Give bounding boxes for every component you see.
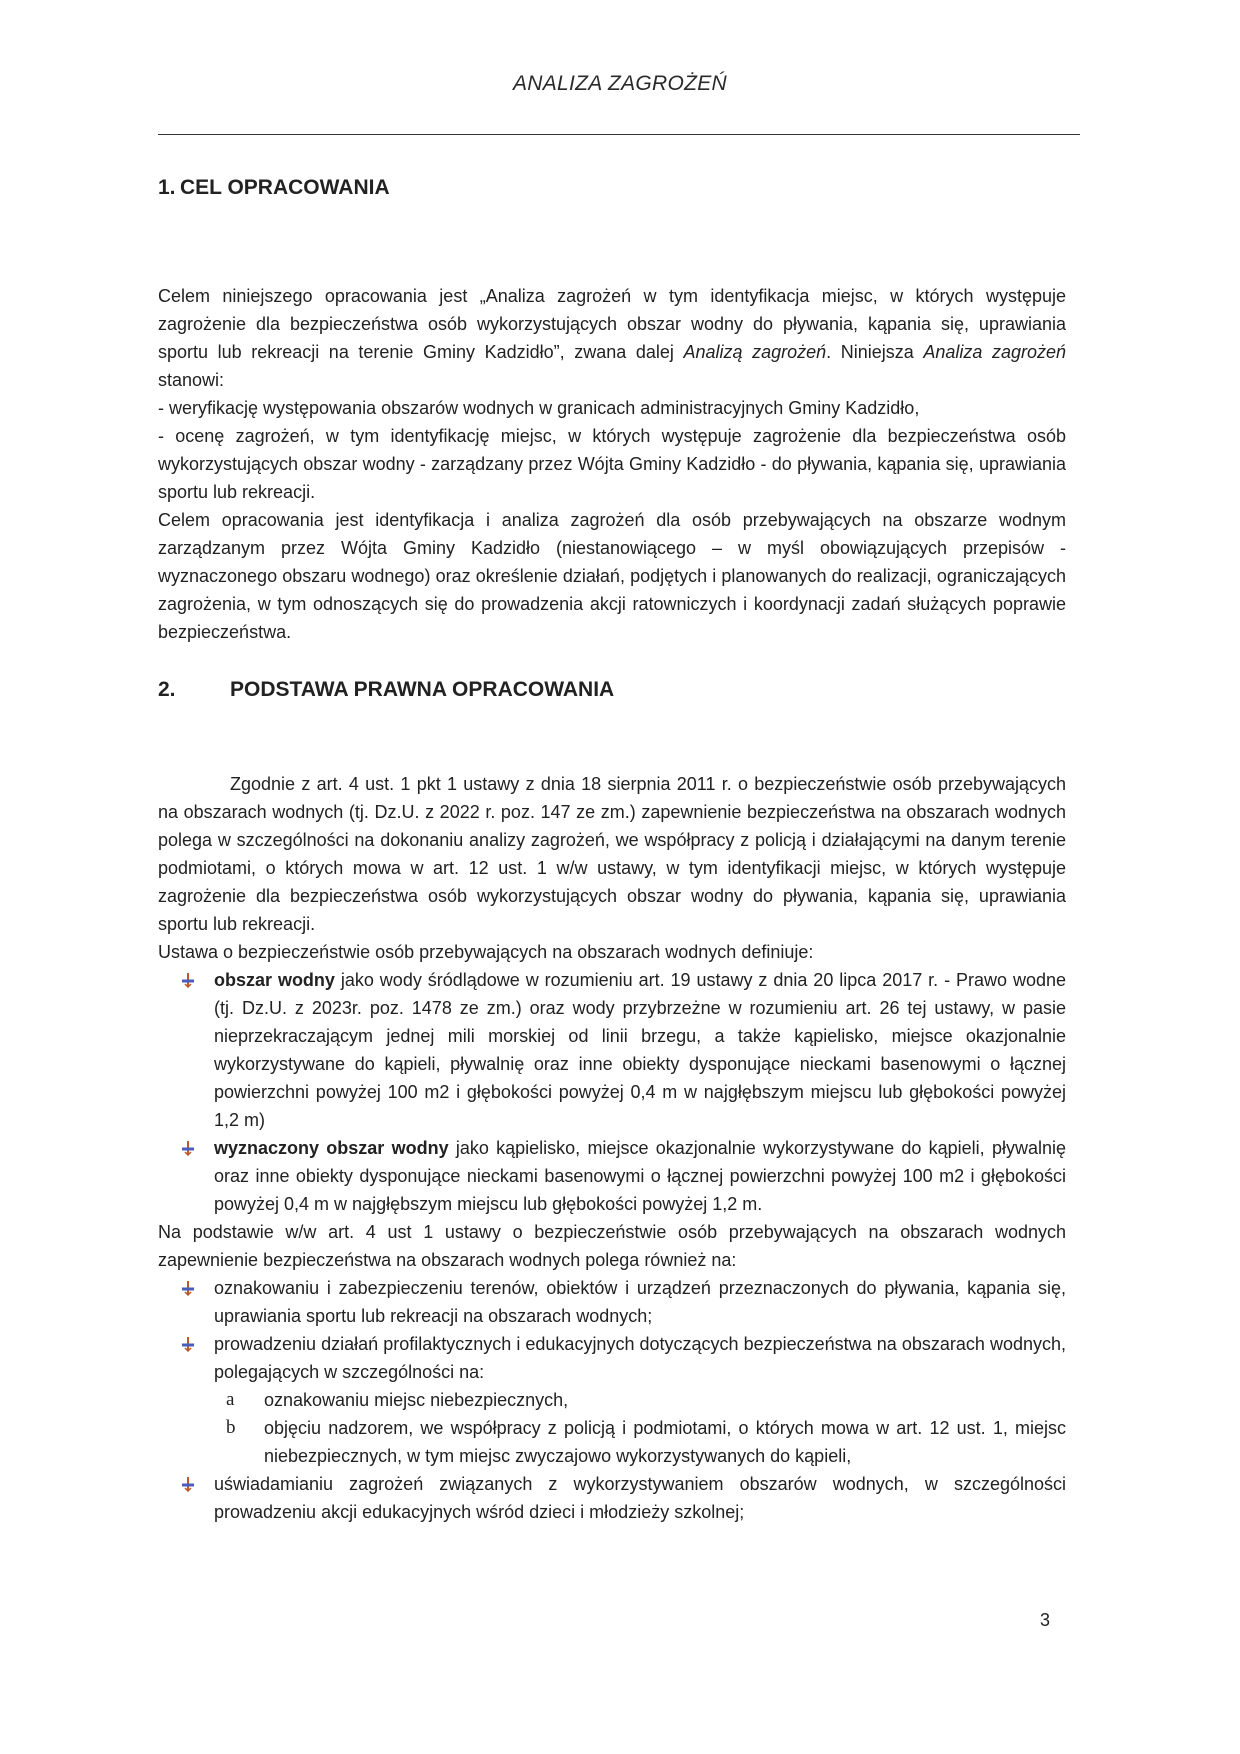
intro-italic: Analizą zagrożeń <box>683 342 827 362</box>
section-1-heading <box>158 174 1066 202</box>
arrow-bullet-icon <box>180 1280 196 1296</box>
definitions-list <box>158 966 1066 1218</box>
dash-item: - ocenę zagrożeń, w tym identyfikację miejsc, w których występuje zagrożenie dla bezpieczeństwa osób wykorzystujących obszar wodny - zarządzany przez Wójta Gminy Kadzidło - do pływania, kąpania się, uprawiania sportu lub rekreacji. <box>158 426 1066 502</box>
intro-italic-2: Analiza zagrożeń <box>923 342 1067 362</box>
duties-list <box>158 1274 1066 1526</box>
definition-term: wyznaczony obszar wodny <box>214 1138 449 1158</box>
arrow-bullet-icon <box>180 972 196 988</box>
definition-item <box>158 1134 1066 1218</box>
intro-text: Celem niniejszego opracowania jest „Analiza zagrożeń w tym identyfikacja miejsc, w których występuje zagrożenie dla bezpieczeństwa osób wykorzystujących obszar wodny do pływania, kąpania się, uprawiania sportu lub rekreacji na terenie Gminy Kadzidło”, zwana dalej <box>158 286 1066 362</box>
section-2-title: PODSTAWA PRAWNA OPRACOWANIA <box>230 678 615 701</box>
section-1-goal: Celem opracowania jest identyfikacja i analiza zagrożeń dla osób przebywających na obszarze wodnym zarządzanym przez Wójta Gminy Kadzidło (niestanowiącego – w myśl obowiązujących przepisów - wyznaczonego obszaru wodnego) oraz określenie działań, podjętych i planowanych do realizacji, ograniczających zagrożenia, w tym odnoszących się do prowadzenia akcji ratowniczych i koordynacji zadań służących poprawie bezpieczeństwa. <box>158 510 1066 642</box>
arrow-bullet-icon <box>180 1476 196 1492</box>
subitem <box>214 1386 1066 1414</box>
section-2-paragraph-1: Zgodnie z art. 4 ust. 1 pkt 1 ustawy z dnia 18 sierpnia 2011 r. o bezpieczeństwie osób przebywających na obszarach wodnych (tj. Dz.U. z 2022 r. poz. 147 ze zm.) zapewnienie bezpieczeństwa na obszarach wodnych polega w szczególności na dokonaniu analizy zagrożeń, we współpracy z policją i działającymi na danym terenie podmiotami, o których mowa w art. 12 ust. 1 w/w ustawy, w tym identyfikacji miejsc, w których występuje zagrożenie dla bezpieczeństwa osób wykorzystujących obszar wodny do pływania, kąpania się, uprawiania sportu lub rekreacji. <box>158 774 1066 934</box>
arrow-bullet-icon <box>180 1140 196 1156</box>
dash-item: - weryfikację występowania obszarów wodnych w granicach administracyjnych Gminy Kadzidło, <box>158 398 920 418</box>
subitem-letter: b <box>226 1417 236 1438</box>
duty-text: prowadzeniu działań profilaktycznych i edukacyjnych dotyczących bezpieczeństwa na obszarach wodnych, polegających w szczególności na: <box>214 1334 1066 1382</box>
page-number: 3 <box>1040 1610 1051 1630</box>
subitem-letter: a <box>226 1389 235 1410</box>
definition-text: jako wody śródlądowe w rozumieniu art. 19 ustawy z dnia 20 lipca 2017 r. - Prawo wodne (tj. Dz.U. z 2023r. poz. 1478 ze zm.) oraz wody przybrzeżne w rozumieniu art. 26 tej ustawy, w pasie nieprzekraczającym jednej mili morskiej od linii brzegu, a także kąpielisko, miejsce okazjonalnie wykorzystywane do kąpieli, pływalnię oraz inne obiekty dysponujące nieckami basenowymi o łącznej powierzchni powyżej 100 m2 i głębokości powyżej 0,4 m w najgłębszym miejscu lub głębokości powyżej 1,2 m) <box>214 970 1066 1130</box>
subitems-list <box>214 1386 1066 1470</box>
definition-term: obszar wodny <box>214 970 335 990</box>
duty-item <box>158 1330 1066 1470</box>
section-2-number: 2. <box>158 678 176 701</box>
section-1-title: CEL OPRACOWANIA <box>180 176 390 199</box>
definition-text: jako kąpielisko, miejsce okazjonalnie wykorzystywane do kąpieli, pływalnię oraz inne obiekty dysponujące nieckami basenowymi o łącznej powierzchni powyżej 100 m2 i głębokości powyżej 0,4 m w najgłębszym miejscu lub głębokości powyżej 1,2 m. <box>214 1138 1066 1214</box>
section-2-paragraph-3: Na podstawie w/w art. 4 ust 1 ustawy o bezpieczeństwie osób przebywających na obszarach wodnych zapewnienie bezpieczeństwa na obszarach wodnych polega również na: <box>158 1222 1066 1270</box>
section-2-heading <box>158 676 1066 704</box>
subitem-text: oznakowaniu miejsc niebezpiecznych, <box>264 1390 569 1410</box>
header-rule <box>158 134 1080 135</box>
duty-text: oznakowaniu i zabezpieczeniu terenów, obiektów i urządzeń przeznaczonych do pływania, kąpania się, uprawiania sportu lub rekreacji na obszarach wodnych; <box>214 1278 1066 1326</box>
arrow-bullet-icon <box>180 1336 196 1352</box>
document-body <box>158 174 1066 1526</box>
section-1-intro <box>158 282 1066 394</box>
page-header-title: ANALIZA ZAGROŻEŃ <box>512 72 728 95</box>
section-2-paragraph-2: Ustawa o bezpieczeństwie osób przebywających na obszarach wodnych definiuje: <box>158 942 814 962</box>
section-1-number: 1. <box>158 176 176 199</box>
subitem <box>214 1414 1066 1470</box>
intro-text-2: . Niniejsza <box>826 342 924 362</box>
intro-text-3: stanowi: <box>158 370 225 390</box>
duty-item <box>158 1470 1066 1526</box>
subitem-text: objęciu nadzorem, we współpracy z policją i podmiotami, o których mowa w art. 12 ust. 1, miejsc niebezpiecznych, w tym miejsc zwyczajowo wykorzystywanych do kąpieli, <box>264 1418 1066 1466</box>
definition-item <box>158 966 1066 1134</box>
duty-item <box>158 1274 1066 1330</box>
duty-text: uświadamianiu zagrożeń związanych z wykorzystywaniem obszarów wodnych, w szczególności prowadzeniu akcji edukacyjnych wśród dzieci i młodzieży szkolnej; <box>214 1474 1066 1522</box>
